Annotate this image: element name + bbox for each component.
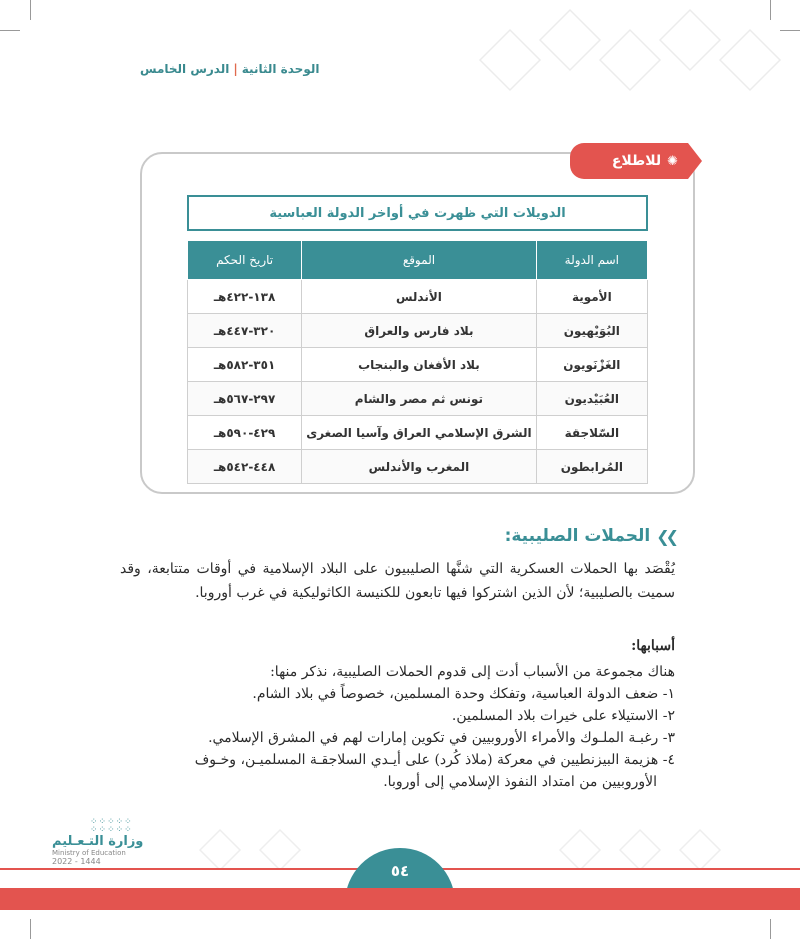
state-date: ٣٢٠-٤٤٧هـ <box>188 314 302 348</box>
state-location: بلاد فارس والعراق <box>302 314 537 348</box>
state-date: ٤٤٨-٥٤٢هـ <box>188 450 302 484</box>
state-location: المغرب والأندلس <box>302 450 537 484</box>
intro-paragraph: يُقْصَد بها الحملات العسكرية التي شنَّها الصليبيون على البلاد الإسلامية في أوقات متتابعة، وقد سميت بالصليبية؛ لأن الذين اشتركوا فيها تابعون للكنيسة الكاثوليكية في غرب أوروبا. <box>120 561 675 601</box>
state-name: الغَزْنَويون <box>536 348 647 382</box>
table-row <box>188 280 648 314</box>
list-item: ٣- رغبـة الملـوك والأمراء الأوروبيين في تكوين إمارات لهم في المشرق الإسلامي. <box>208 730 675 746</box>
crop-mark <box>30 919 31 939</box>
tab-chevron <box>688 143 702 179</box>
running-header <box>140 62 319 76</box>
table-row <box>188 348 648 382</box>
section-title: الحملات الصليبية: <box>504 526 651 546</box>
section-heading <box>505 526 675 546</box>
state-name: السّلاجقة <box>536 416 647 450</box>
table-row <box>188 382 648 416</box>
crop-mark <box>30 0 31 20</box>
column-header: الموقع <box>302 241 537 280</box>
state-location: الشرق الإسلامي العراق وآسيا الصغرى <box>302 416 537 450</box>
footer-bar <box>0 888 800 910</box>
table-title: الدويلات التي ظهرت في أواخر الدولة العباسية <box>187 195 648 231</box>
state-location: الأندلس <box>302 280 537 314</box>
column-header: اسم الدولة <box>536 241 647 280</box>
state-location: تونس ثم مصر والشام <box>302 382 537 416</box>
state-name: المُرابطون <box>536 450 647 484</box>
list-item: ٤- هزيمة البيزنطيين في معركة (ملاذ كُرد) على أيـدي السلاجقـة المسلميـن، وخـوف <box>194 752 675 768</box>
causes-intro: هناك مجموعة من الأسباب أدت إلى قدوم الحملات الصليبية، نذكر منها: <box>270 664 675 680</box>
state-name: الأموية <box>536 280 647 314</box>
list-item: ٢- الاستيلاء على خيرات بلاد المسلمين. <box>451 708 675 724</box>
page-number: ٥٤ <box>390 862 410 880</box>
unit-label: الوحدة الثانية <box>241 62 320 76</box>
causes-heading: أسبابها: <box>631 638 675 654</box>
state-name: العُبَيْديون <box>536 382 647 416</box>
state-location: بلاد الأفغان والبنجاب <box>302 348 537 382</box>
lesson-label: الدرس الخامس <box>140 62 230 76</box>
column-header: تاريخ الحكم <box>188 241 302 280</box>
states-table <box>187 240 648 484</box>
info-tab <box>570 143 688 179</box>
lightbulb-icon: ✺ <box>667 153 678 169</box>
header-separator: | <box>233 62 238 76</box>
state-name: البُوَيْهيون <box>536 314 647 348</box>
ministry-name-ar: وزارة التـعـليم <box>52 834 144 849</box>
state-date: ٣٥١-٥٨٢هـ <box>188 348 302 382</box>
state-date: ٢٩٧-٥٦٧هـ <box>188 382 302 416</box>
state-date: ١٣٨-٤٢٢هـ <box>188 280 302 314</box>
list-item: ١- ضعف الدولة العباسية، وتفكك وحدة المسلمين، خصوصاً في بلاد الشام. <box>252 686 675 702</box>
causes-list <box>115 661 675 793</box>
double-chevron-icon: ❯❯ <box>656 526 675 546</box>
ministry-logo <box>52 818 162 866</box>
table-row <box>188 416 648 450</box>
info-tab-label: للاطلاع <box>611 153 662 169</box>
logo-dots-icon: ⁘⁘⁘⁘⁘ ⁘⁘⁘⁘⁘ <box>90 817 133 835</box>
table-row <box>188 314 648 348</box>
decorative-pattern <box>180 820 780 870</box>
edition-year: 2022 - 1444 <box>52 857 101 866</box>
crop-mark <box>770 919 771 939</box>
crop-mark <box>0 30 20 31</box>
list-item: الأوروبيين من امتداد النفوذ الإسلامي إلى أوروبا. <box>383 774 657 790</box>
decorative-pattern <box>440 0 800 120</box>
ministry-name-en: Ministry of Education <box>52 849 126 857</box>
state-date: ٤٢٩-٥٩٠هـ <box>188 416 302 450</box>
table-row <box>188 450 648 484</box>
